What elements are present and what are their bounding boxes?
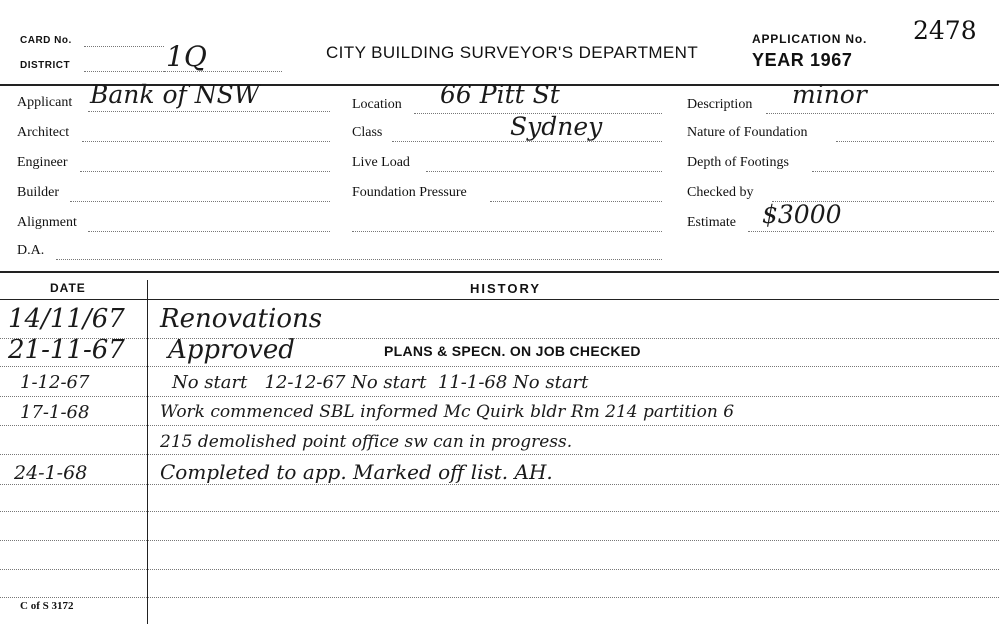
applicant-line (88, 111, 330, 112)
district-line (84, 71, 164, 72)
application-label: APPLICATION No. (752, 32, 868, 46)
nature-of-foundation-line (836, 141, 994, 142)
builder-line (70, 201, 330, 202)
description-value: minor (792, 80, 867, 109)
form-code: C of S 3172 (20, 600, 74, 612)
estimate-value: $3000 (762, 200, 842, 229)
depth-of-footings-line (812, 171, 994, 172)
engineer-line (80, 171, 330, 172)
date-column-divider (147, 280, 148, 624)
live-load-line (426, 171, 662, 172)
row-line-3 (0, 396, 999, 397)
year: YEAR 1967 (752, 50, 853, 70)
date-header: DATE (50, 281, 86, 295)
row-stamp: PLANS & SPECN. ON JOB CHECKED (384, 343, 641, 359)
da-label: D.A. (17, 243, 45, 258)
row-date: 14/11/67 (8, 304, 125, 334)
description-label: Description (687, 97, 753, 112)
estimate-label: Estimate (687, 215, 736, 230)
location-label: Location (352, 97, 402, 112)
checked-by-label: Checked by (687, 185, 754, 200)
row-line-10 (0, 597, 999, 598)
foundation-pressure-line (490, 201, 662, 202)
row-date: 1-12-67 (20, 372, 90, 393)
architect-line (82, 141, 330, 142)
card-no-label: CARD No. (20, 35, 72, 46)
live-load-label: Live Load (352, 155, 410, 170)
table-top-rule (0, 271, 999, 273)
district-label: DISTRICT (20, 60, 71, 71)
location-value-2: Sydney (510, 112, 603, 141)
row-line-9 (0, 569, 999, 570)
row-line-4 (0, 425, 999, 426)
row-line-5 (0, 454, 999, 455)
architect-label: Architect (17, 125, 70, 140)
class-line (392, 141, 662, 142)
builder-label: Builder (17, 185, 59, 200)
applicant-value: Bank of NSW (90, 80, 260, 109)
row-line-1 (0, 338, 999, 339)
history-header: HISTORY (470, 281, 542, 296)
row-date: 24-1-68 (14, 462, 88, 484)
engineer-label: Engineer (17, 155, 68, 170)
alignment-line (88, 231, 330, 232)
col2-blank-line (352, 231, 662, 232)
row-entry: 215 demolished point office sw can in progress. (160, 432, 573, 452)
row-line-8 (0, 540, 999, 541)
row-date: 21-11-67 (8, 335, 125, 365)
class-label: Class (352, 125, 383, 140)
estimate-line (748, 231, 994, 232)
row-line-6 (0, 484, 999, 485)
application-number: 2478 (913, 16, 977, 45)
row-entry: Approved (168, 335, 295, 365)
da-line (56, 259, 662, 260)
row-entry: No start 12-12-67 No start 11-1-68 No start (172, 372, 589, 393)
district-line-2 (164, 71, 282, 72)
alignment-label: Alignment (17, 215, 77, 230)
depth-of-footings-label: Depth of Footings (687, 155, 789, 170)
description-line (766, 113, 994, 114)
district-value: 1Q (166, 40, 207, 73)
row-entry: Renovations (160, 304, 323, 334)
row-entry: Completed to app. Marked off list. AH. (160, 460, 553, 484)
row-line-2 (0, 366, 999, 367)
row-line-7 (0, 511, 999, 512)
header-bottom-rule (0, 299, 999, 300)
nature-of-foundation-label: Nature of Foundation (687, 125, 808, 140)
row-date: 17-1-68 (20, 402, 90, 423)
foundation-pressure-label: Foundation Pressure (352, 185, 467, 200)
row-entry: Work commenced SBL informed Mc Quirk bldr Rm 214 partition 6 (160, 402, 735, 422)
applicant-label: Applicant (17, 95, 73, 110)
location-value: 66 Pitt St (440, 80, 560, 109)
card-no-line (84, 46, 164, 47)
department-title: CITY BUILDING SURVEYOR'S DEPARTMENT (326, 43, 699, 62)
